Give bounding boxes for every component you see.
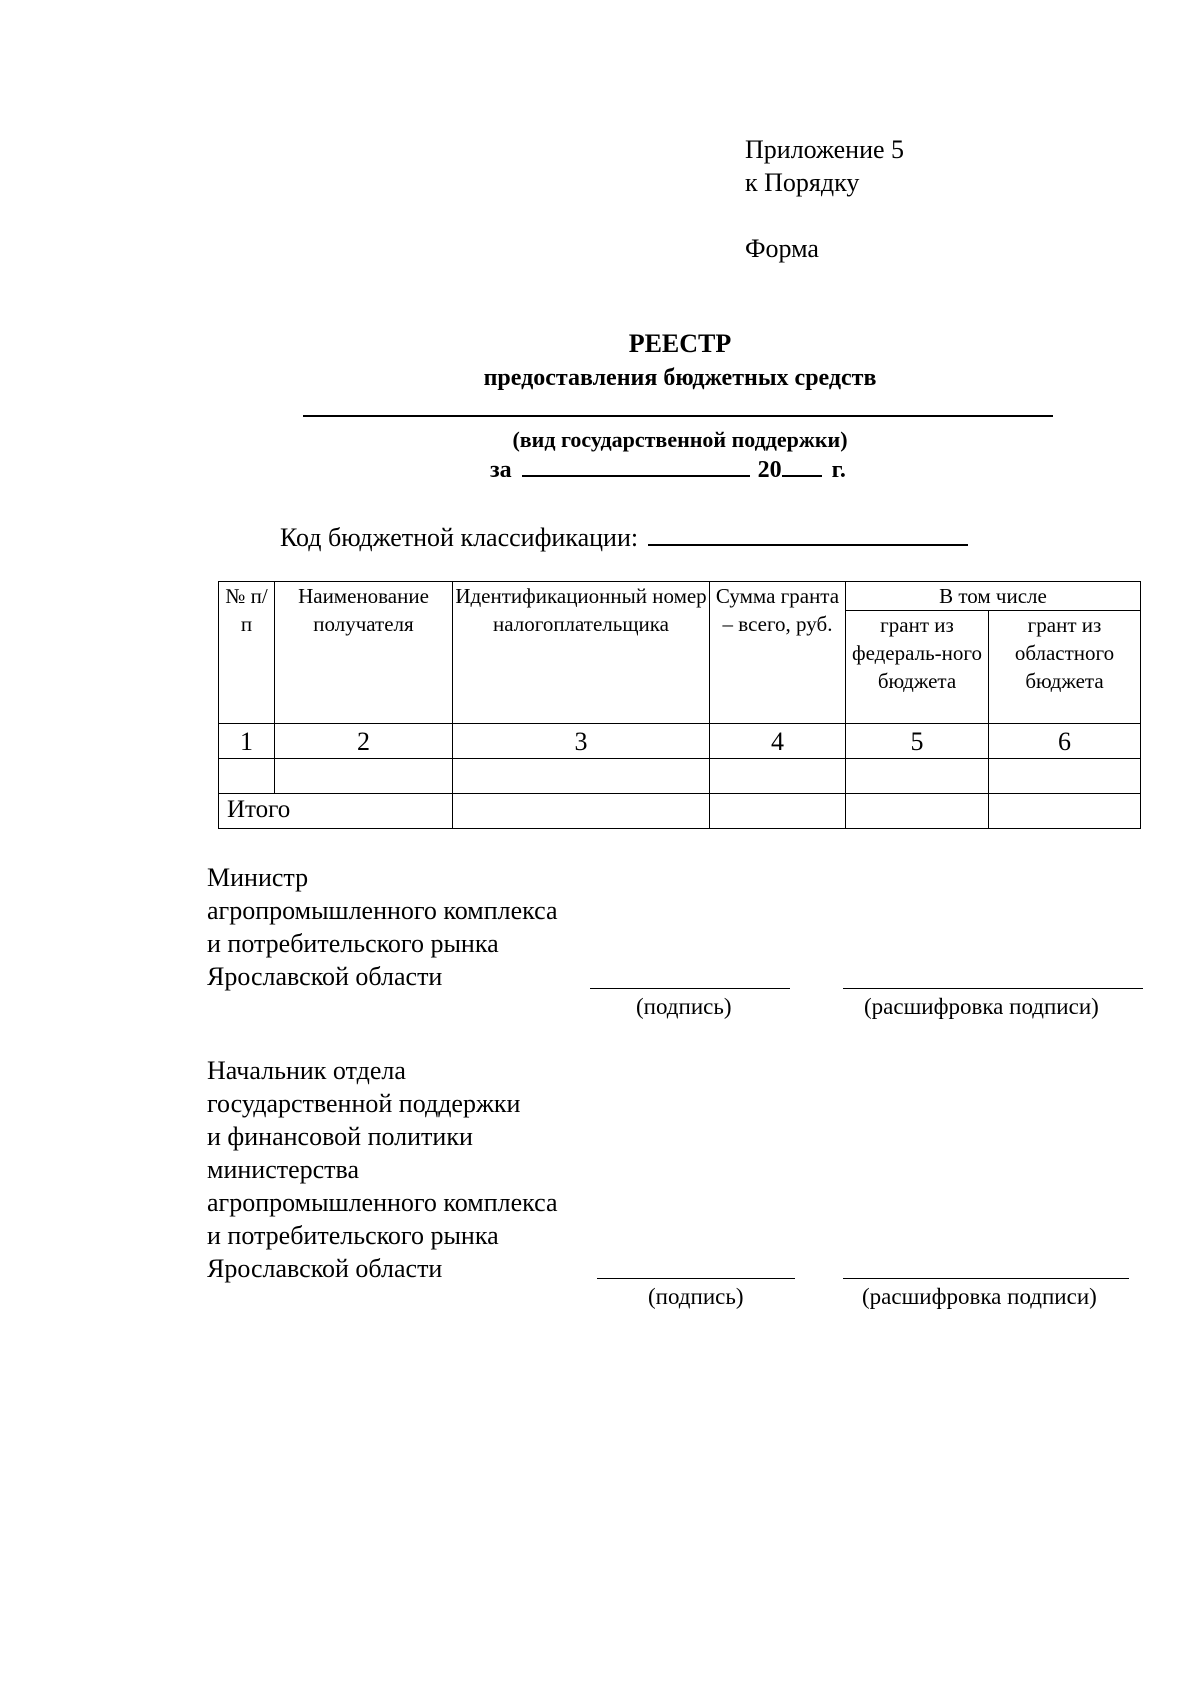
column-number: 4 xyxy=(710,724,846,759)
header-federal-grant: грант из федераль-ного бюджета xyxy=(846,611,989,724)
column-number: 6 xyxy=(989,724,1141,759)
signatory-title-line: министерства xyxy=(207,1155,360,1184)
signatory-title-line: Начальник отдела xyxy=(207,1056,406,1085)
year-prefix: 20 xyxy=(757,457,782,483)
minister-name-decode-line[interactable] xyxy=(843,988,1143,989)
period-row xyxy=(490,453,846,485)
header-including-group: В том числе xyxy=(846,582,1141,611)
signatory-title-line: агропромышленного комплекса xyxy=(207,1188,558,1217)
period-blank-field[interactable] xyxy=(522,453,750,477)
support-type-caption: (вид государственной поддержки) xyxy=(512,427,848,452)
budget-classification-blank-field[interactable] xyxy=(648,518,968,546)
header-recipient-name: Наименование получателя xyxy=(275,582,453,724)
table-total-row xyxy=(219,794,1141,829)
budget-classification-label: Код бюджетной классификации: xyxy=(280,523,639,552)
table-cell[interactable] xyxy=(846,794,989,829)
signatory-title-line: государственной поддержки xyxy=(207,1089,521,1118)
column-number: 3 xyxy=(453,724,710,759)
appendix-reference xyxy=(745,133,904,199)
year-blank-field[interactable] xyxy=(782,453,822,477)
signatory-title-line: Министр xyxy=(207,863,309,892)
budget-classification-row xyxy=(280,518,968,554)
signatory-title-line: агропромышленного комплекса xyxy=(207,896,558,925)
table-cell[interactable] xyxy=(275,759,453,794)
total-label: Итого xyxy=(219,794,453,829)
signatory-title-line: и потребительского рынка xyxy=(207,929,499,958)
support-type-blank-line[interactable] xyxy=(303,415,1053,417)
document-subtitle: предоставления бюджетных средств xyxy=(483,365,877,391)
appendix-order-reference: к Порядку xyxy=(745,168,860,197)
table-header-row xyxy=(219,582,1141,611)
column-number: 1 xyxy=(219,724,275,759)
department-head-name-decode-line[interactable] xyxy=(843,1278,1129,1279)
department-head-signature-line[interactable] xyxy=(597,1278,795,1279)
period-prefix: за xyxy=(490,457,512,483)
signatory-department-head-title xyxy=(207,1054,558,1285)
signatory-title-line: Ярославской области xyxy=(207,1254,443,1283)
header-regional-grant: грант из областного бюджета xyxy=(989,611,1141,724)
minister-name-decode-caption: (расшифровка подписи) xyxy=(864,994,1099,1019)
table-row xyxy=(219,759,1141,794)
header-grant-total: Сумма гранта – всего, руб. xyxy=(710,582,846,724)
header-number: № п/п xyxy=(219,582,275,724)
signatory-title-line: и финансовой политики xyxy=(207,1122,473,1151)
year-suffix: г. xyxy=(831,457,846,483)
department-head-signature-caption: (подпись) xyxy=(648,1284,744,1309)
minister-signature-line[interactable] xyxy=(590,988,790,989)
form-label: Форма xyxy=(745,234,819,263)
header-taxpayer-id: Идентификационный номер налогоплательщика xyxy=(453,582,710,724)
table-cell[interactable] xyxy=(453,794,710,829)
table-cell[interactable] xyxy=(453,759,710,794)
column-number: 5 xyxy=(846,724,989,759)
table-cell[interactable] xyxy=(710,759,846,794)
appendix-number: Приложение 5 xyxy=(745,135,905,164)
signatory-minister-title xyxy=(207,861,558,993)
table-cell[interactable] xyxy=(989,794,1141,829)
signatory-title-line: Ярославской области xyxy=(207,962,443,991)
table-cell[interactable] xyxy=(710,794,846,829)
table-column-numbers-row xyxy=(219,724,1141,759)
signatory-title-line: и потребительского рынка xyxy=(207,1221,499,1250)
table-cell[interactable] xyxy=(989,759,1141,794)
department-head-name-decode-caption: (расшифровка подписи) xyxy=(862,1284,1097,1309)
registry-table xyxy=(218,581,1141,829)
table-cell[interactable] xyxy=(219,759,275,794)
column-number: 2 xyxy=(275,724,453,759)
minister-signature-caption: (подпись) xyxy=(636,994,732,1019)
document-title: РЕЕСТР xyxy=(628,329,732,358)
table-cell[interactable] xyxy=(846,759,989,794)
